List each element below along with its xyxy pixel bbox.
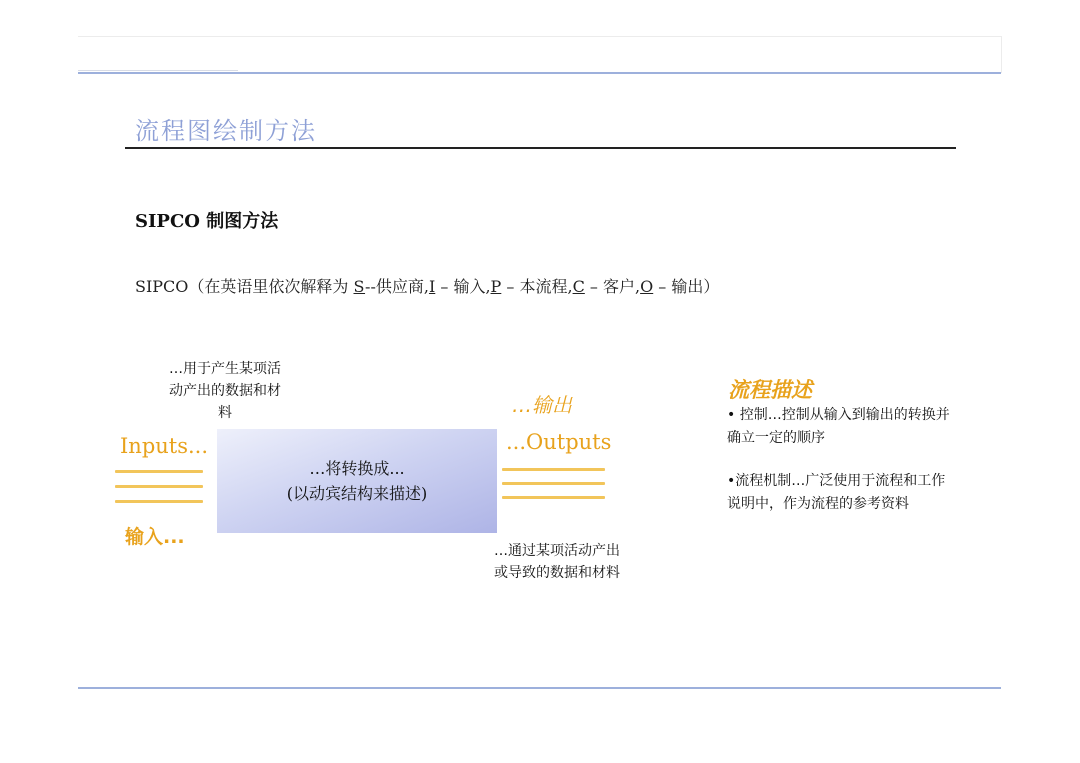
flow-control-text: • 控制…控制从输入到输出的转换并确立一定的顺序	[727, 407, 950, 446]
outputs-label: ...Outputs	[506, 430, 612, 454]
input-arrow-line	[115, 485, 203, 488]
desc-prefix: SIPCO（在英语里依次解释为	[135, 277, 354, 296]
input-arrow-line	[115, 500, 203, 503]
inputs-label: Inputs...	[120, 434, 209, 458]
output-note	[494, 540, 674, 584]
process-line: (以动宾结构来描述)	[286, 484, 428, 503]
flow-description-heading: 流程描述	[728, 378, 812, 402]
output-arrows	[502, 468, 605, 510]
desc-o-text: – 输出）	[653, 277, 720, 296]
flow-mechanism-text: •流程机制…广泛使用于流程和工作说明中，作为流程的参考资料	[727, 473, 946, 512]
output-arrow-line	[502, 468, 605, 471]
input-note-line: 动产出的数据和材	[169, 383, 281, 399]
slide-title: 流程图绘制方法	[135, 117, 317, 145]
desc-i-letter: I	[428, 277, 436, 296]
header-rule-short	[78, 70, 238, 71]
input-note	[150, 358, 300, 424]
output-cn-label: …输出	[512, 393, 572, 417]
footer-rule	[78, 687, 1001, 689]
sipco-subheading: SIPCO 制图方法	[135, 211, 279, 232]
title-underline	[125, 147, 956, 149]
input-note-line: 料	[218, 405, 232, 421]
sipco-description	[135, 274, 719, 297]
output-arrow-line	[502, 496, 605, 499]
header-frame	[78, 36, 1002, 73]
desc-s-text: --供应商,	[365, 277, 429, 296]
desc-p-text: – 本流程,	[501, 277, 573, 296]
input-arrow-line	[115, 470, 203, 473]
desc-c-text: – 客户,	[584, 277, 641, 296]
desc-i-text: – 输入,	[435, 277, 491, 296]
output-note-line: 或导致的数据和材料	[494, 565, 620, 581]
input-cn-label: 输入...	[125, 526, 185, 548]
flow-description-body	[727, 404, 957, 536]
desc-s-letter: S	[353, 277, 366, 296]
input-arrows	[115, 470, 203, 515]
input-note-line: …用于产生某项活	[169, 361, 281, 377]
desc-o-letter: O	[640, 277, 654, 296]
process-line: …将转换成...	[309, 459, 405, 478]
output-arrow-line	[502, 482, 605, 485]
process-box	[217, 429, 497, 533]
desc-c-letter: C	[572, 277, 585, 296]
desc-p-letter: P	[490, 277, 502, 296]
output-note-line: …通过某项活动产出	[494, 543, 620, 559]
header-rule	[78, 72, 1001, 74]
